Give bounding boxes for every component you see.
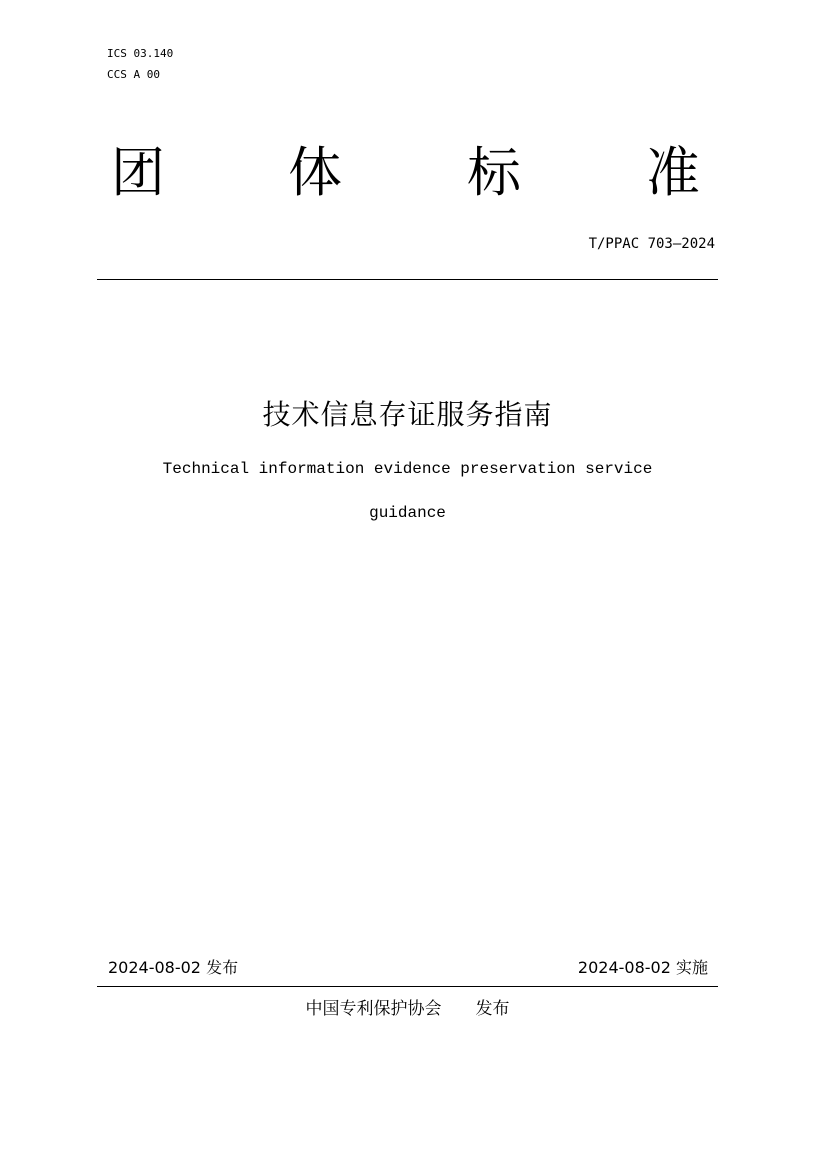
header-title-char-4: 准 bbox=[646, 141, 700, 204]
standard-number: T/PPAC 703—2024 bbox=[588, 236, 715, 252]
header-divider bbox=[97, 279, 718, 280]
footer-divider bbox=[97, 986, 718, 987]
ccs-code: CCS A 00 bbox=[107, 68, 160, 81]
implementation-date: 2024-08-02 实施 bbox=[577, 958, 708, 977]
header-title-char-2: 体 bbox=[288, 141, 342, 204]
header-title-char-3: 标 bbox=[467, 141, 521, 204]
header-title-char-1: 团 bbox=[111, 141, 165, 204]
publisher: 中国专利保护协会 发布 bbox=[305, 999, 510, 1019]
document-title-en-line2: guidance bbox=[369, 504, 446, 522]
ics-code: ICS 03.140 bbox=[107, 47, 174, 60]
document-title-cn: 技术信息存证服务指南 bbox=[262, 398, 553, 431]
document-title-en-line1: Technical information evidence preservation service bbox=[162, 460, 653, 478]
issue-date: 2024-08-02 发布 bbox=[108, 958, 239, 977]
